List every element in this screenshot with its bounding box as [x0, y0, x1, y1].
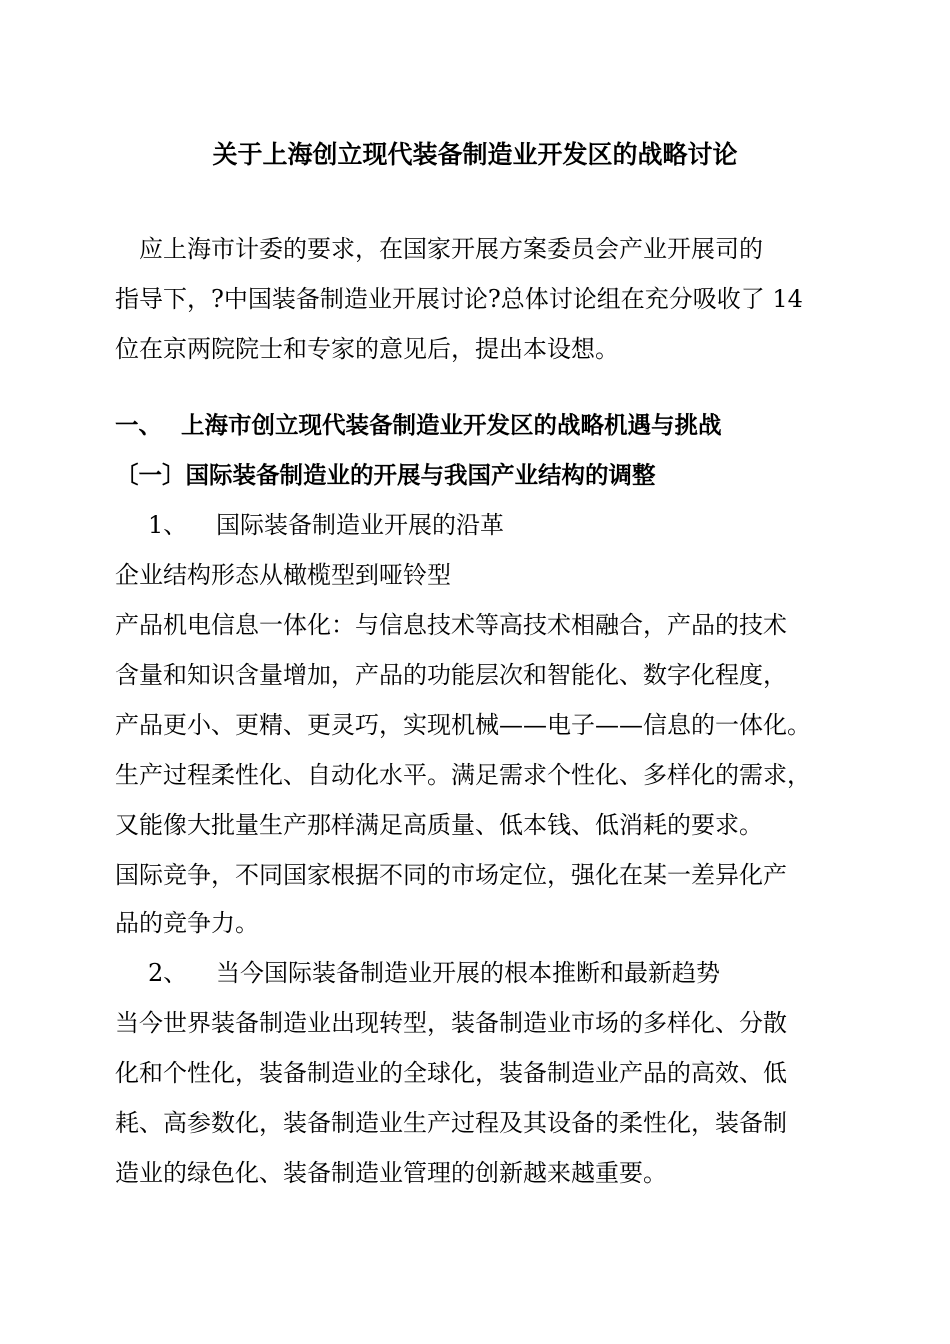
item-1-body-line-7: 国际竞争，不同国家根据不同的市场定位，强化在某一差异化产	[115, 861, 787, 889]
item-1-title: 国际装备制造业开展的沿革	[216, 511, 504, 539]
item-1-body-line-4: 产品更小、更精、更灵巧，实现机械——电子——信息的一体化。	[115, 711, 811, 739]
item-2-title: 当今国际装备制造业开展的根本推断和最新趋势	[216, 959, 720, 987]
item-2-heading	[148, 953, 720, 993]
item-1-number: 1、	[148, 511, 188, 539]
item-1-body-line-8: 品的竞争力。	[115, 909, 259, 937]
intro-line-1: 应上海市计委的要求，在国家开展方案委员会产业开展司的	[115, 235, 763, 263]
section-heading	[115, 405, 722, 445]
item-2-number: 2、	[148, 959, 188, 987]
item-1-body-line-1: 企业结构形态从橄榄型到哑铃型	[115, 561, 451, 589]
section-number: 一、	[115, 411, 162, 439]
item-1-body-line-3: 含量和知识含量增加，产品的功能层次和智能化、数字化程度，	[115, 661, 787, 689]
item-2-body-line-2: 化和个性化，装备制造业的全球化，装备制造业产品的高效、低	[115, 1059, 787, 1087]
section-title: 上海市创立现代装备制造业开发区的战略机遇与挑战	[181, 411, 722, 439]
item-2-body-line-1: 当今世界装备制造业出现转型，装备制造业市场的多样化、分散	[115, 1009, 787, 1037]
item-1-body-line-5: 生产过程柔性化、自动化水平。满足需求个性化、多样化的需求，	[115, 761, 811, 789]
item-1-heading	[148, 505, 504, 545]
item-2-body-line-3: 耗、高参数化，装备制造业生产过程及其设备的柔性化，装备制	[115, 1109, 787, 1137]
item-2-body-line-4: 造业的绿色化、装备制造业管理的创新越来越重要。	[115, 1159, 667, 1187]
item-1-body-line-6: 又能像大批量生产那样满足高质量、低本钱、低消耗的要求。	[115, 811, 763, 839]
subsection-heading: 〔一〕国际装备制造业的开展与我国产业结构的调整	[115, 461, 656, 489]
intro-line-3: 位在京两院院士和专家的意见后，提出本设想。	[115, 335, 619, 363]
document-title: 关于上海创立现代装备制造业开发区的战略讨论	[212, 140, 738, 169]
item-1-body-line-2: 产品机电信息一体化：与信息技术等高技术相融合，产品的技术	[115, 611, 787, 639]
intro-line-2: 指导下，?中国装备制造业开展讨论?总体讨论组在充分吸收了 14	[115, 285, 803, 313]
